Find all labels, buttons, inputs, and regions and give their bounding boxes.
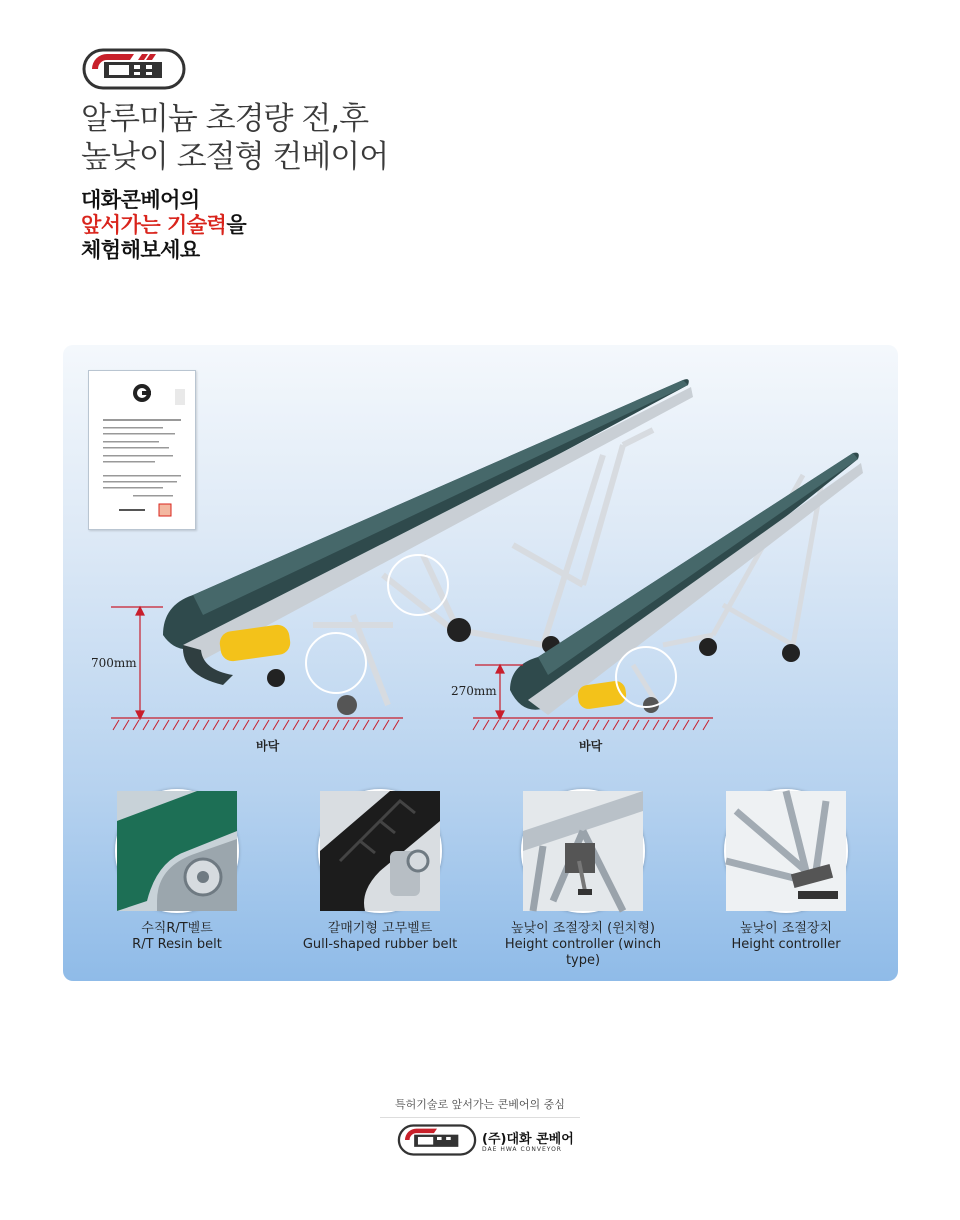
subcopy-line-1: 대화콘베어의 [81,188,200,212]
detail-rubber-belt-en: Gull-shaped rubber belt [302,937,458,952]
floor-label-left: 바닥 [256,739,280,753]
height-label-700: 700mm [91,656,137,670]
height-controller-closeup-icon [724,789,848,913]
dh-logo-top [82,48,186,99]
detail-winch-controller-en: Height controller (winch type) [504,937,662,968]
footer-company-ko: (주)대화 콘베어 [482,1132,574,1147]
detail-height-controller [691,789,881,953]
headline-line-1: 알루미늄 초경량 전,후 [81,101,369,137]
subcopy-line-3: 체험해보세요 [81,238,200,262]
subcopy-line-2-rest: 을 [226,213,247,237]
subcopy-highlight: 앞서가는 기술력 [81,213,227,237]
headline-line-2: 높낮이 조절형 컨베이어 [81,139,389,175]
footer-company-en: DAE HWA CONVEYOR [482,1146,562,1153]
detail-winch-controller [488,789,678,969]
headline [81,100,388,176]
rubber-belt-closeup-icon [318,789,442,913]
detail-resin-belt-en: R/T Resin belt [132,937,222,952]
footer-divider [380,1117,580,1118]
winch-controller-closeup-icon [521,789,645,913]
detail-resin-belt-ko: 수직R/T벨트 [141,921,213,936]
product-panel [63,345,898,981]
detail-winch-controller-ko: 높낮이 조절장치 (윈치형) [511,921,655,936]
footer-slogan: 특허기술로 앞서가는 콘베어의 중심 [395,1098,565,1111]
detail-rubber-belt [285,789,475,953]
detail-resin-belt [82,789,272,953]
detail-rubber-belt-ko: 갈매기형 고무벨트 [327,921,433,936]
conveyor-diagram [63,345,898,775]
floor-label-right: 바닥 [579,739,603,753]
detail-height-controller-ko: 높낮이 조절장치 [739,921,833,936]
dh-logo-footer [396,1124,478,1156]
detail-height-controller-en: Height controller [731,937,841,952]
resin-belt-closeup-icon [115,789,239,913]
height-label-270: 270mm [451,684,497,698]
subcopy [81,188,246,263]
logo-text: DH [134,98,136,99]
